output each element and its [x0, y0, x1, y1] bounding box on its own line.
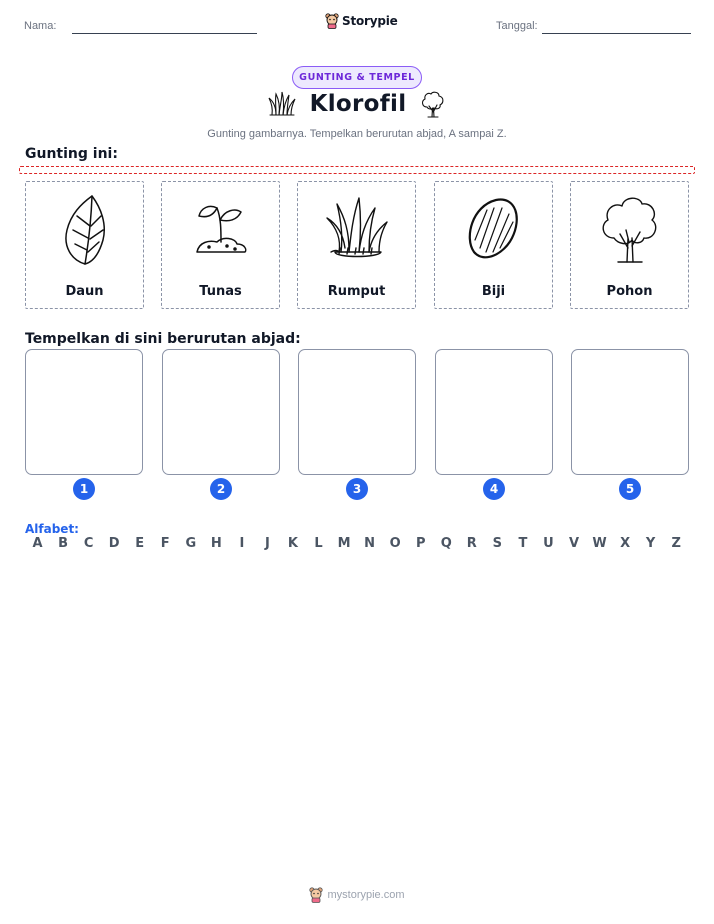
activity-badge	[292, 66, 422, 89]
date-label: Tanggal:	[496, 20, 538, 32]
paste-slot-5[interactable]	[571, 349, 689, 475]
leaf-icon	[51, 190, 119, 270]
alphabet-letter: A	[32, 536, 43, 551]
page-title: Klorofil	[309, 91, 407, 117]
paste-section-heading: Tempelkan di sini berurutan abjad:	[25, 331, 301, 347]
alphabet-letter: D	[108, 536, 120, 551]
name-label: Nama:	[24, 20, 57, 32]
footer-url[interactable]: mystorypie.com	[327, 889, 405, 901]
alphabet-letter: Z	[671, 536, 681, 551]
cut-card-tunas[interactable]	[161, 181, 280, 309]
alphabet-letter: B	[58, 536, 68, 551]
brand-logo	[325, 13, 398, 29]
storypie-mascot-icon	[325, 13, 339, 29]
alphabet-letter: J	[265, 536, 270, 551]
alphabet-letter: T	[518, 536, 528, 551]
alphabet-letter: Y	[645, 536, 656, 551]
instructions: Gunting gambarnya. Tempelkan berurutan abjad, A sampai Z.	[207, 128, 507, 140]
cut-card-pohon[interactable]	[570, 181, 689, 309]
alphabet-letter: R	[466, 536, 477, 551]
paste-slot-1[interactable]	[25, 349, 143, 475]
alphabet-letter: L	[314, 536, 323, 551]
cut-line	[19, 166, 695, 174]
cut-card-label: Biji	[481, 284, 506, 299]
alphabet-letter: C	[83, 536, 94, 551]
slot-number: 2	[210, 478, 232, 500]
cut-card-label: Rumput	[327, 284, 386, 299]
slot-number: 1	[73, 478, 95, 500]
seed-icon	[460, 190, 528, 270]
alphabet-letter: U	[543, 536, 554, 551]
cut-card-label: Daun	[65, 284, 104, 299]
slot-number: 4	[483, 478, 505, 500]
alphabet-letter: M	[337, 536, 351, 551]
name-field[interactable]	[72, 33, 257, 34]
alphabet-letter: E	[135, 536, 145, 551]
paste-slot-4[interactable]	[435, 349, 553, 475]
date-field[interactable]	[542, 33, 691, 34]
paste-slot-2[interactable]	[162, 349, 280, 475]
alphabet-row	[25, 536, 689, 551]
tree-icon	[420, 90, 446, 118]
slot-number: 5	[619, 478, 641, 500]
alphabet-letter: H	[210, 536, 222, 551]
slot-number: 3	[346, 478, 368, 500]
alphabet-letter: V	[568, 536, 580, 551]
alphabet-letter: P	[415, 536, 426, 551]
alphabet-letter: O	[389, 536, 401, 551]
alphabet-letter: S	[492, 536, 503, 551]
cut-card-label: Tunas	[199, 284, 242, 299]
grass-icon	[268, 91, 296, 117]
activity-badge-label: GUNTING & TEMPEL	[299, 72, 415, 83]
paste-slot-3[interactable]	[298, 349, 416, 475]
sprout-icon	[187, 190, 255, 270]
cut-card-rumput[interactable]	[297, 181, 416, 309]
alphabet-letter: X	[620, 536, 631, 551]
alphabet-letter: N	[364, 536, 376, 551]
grass-icon	[323, 190, 391, 270]
cut-card-label: Pohon	[606, 284, 653, 299]
footer	[0, 887, 714, 903]
title-row	[0, 90, 714, 118]
alphabet-heading: Alfabet:	[25, 522, 79, 536]
alphabet-letter: Q	[440, 536, 452, 551]
alphabet-letter: K	[287, 536, 298, 551]
tree-icon	[596, 190, 664, 270]
alphabet-letter: F	[160, 536, 170, 551]
alphabet-letter: W	[592, 536, 607, 551]
cut-section-heading: Gunting ini:	[25, 146, 118, 162]
brand-name: Storypie	[342, 14, 398, 28]
alphabet-letter: I	[239, 536, 245, 551]
cut-card-daun[interactable]	[25, 181, 144, 309]
alphabet-letter: G	[185, 536, 197, 551]
cut-card-biji[interactable]	[434, 181, 553, 309]
storypie-mascot-icon	[309, 887, 323, 903]
